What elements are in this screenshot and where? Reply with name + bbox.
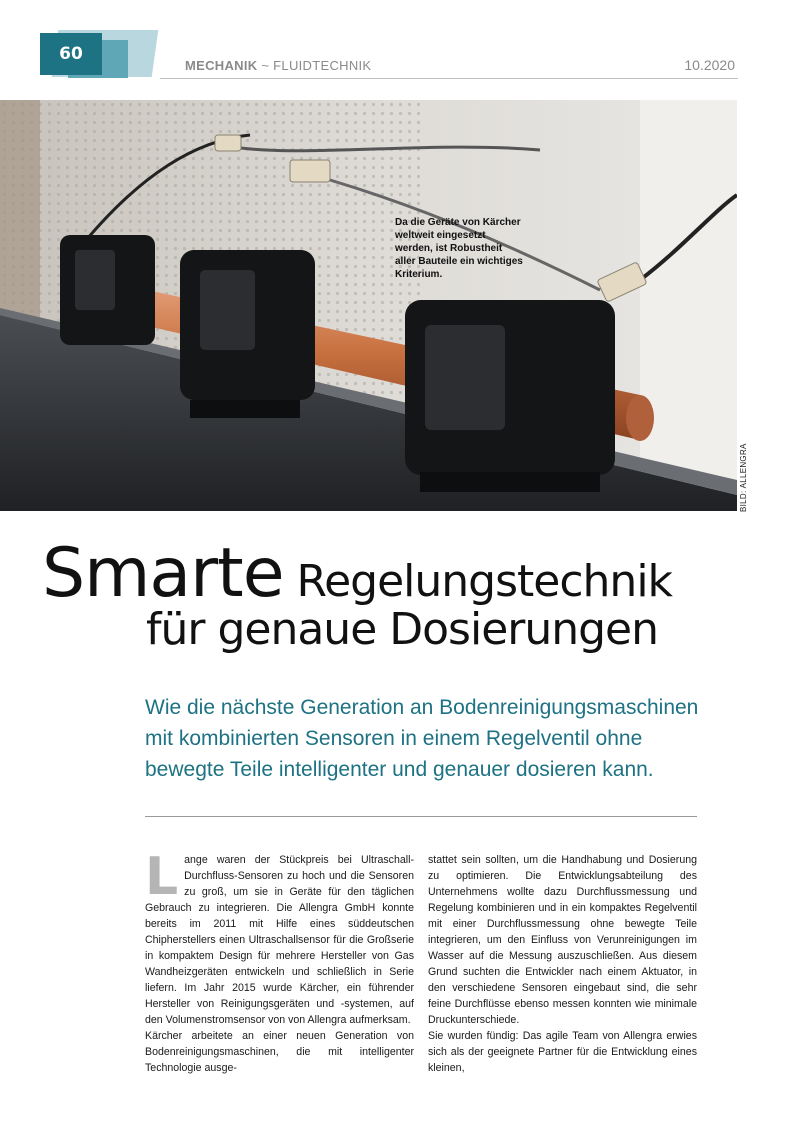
section-label xyxy=(185,58,371,73)
article-photo xyxy=(0,100,737,511)
headline-word-regelungstechnik: Regelungstechnik xyxy=(283,556,673,607)
section-main: MECHANIK xyxy=(185,58,258,73)
section-separator: ~ xyxy=(257,58,274,73)
lead-divider xyxy=(145,816,697,817)
headline-line-1 xyxy=(42,534,672,613)
body-paragraph: Sie wurden fündig: Das agile Team von Allengra erwies sich als der geeignete Partner für die Entwicklung eines kleinen, xyxy=(428,1030,697,1074)
section-sub: FLUIDTECHNIK xyxy=(273,58,372,73)
headline-line-2: für genaue Dosierungen xyxy=(146,604,659,655)
body-paragraph: stattet sein sollten, um die Handhabung und Dosierung zu optimieren. Die Entwicklungsabteilung des Unternehmens wollte dazu Durchflussmessung und Regelung kombinieren und in ein kompaktes Regelventil mit einer Durchflussmessung ohne bewegte Teile integrieren, um den Einfluss von Verunreinigungen im Wasser auf die Messung auszuschließen. Aus diesem Grund suchten die Entwickler nach einem Aktuator, in den verschiedene Sensoren eingebaut sind, die sehr feine Durchflüsse ebenso messen konnten wie minimale Druckunterschiede. xyxy=(428,854,697,1026)
lead-paragraph: Wie die nächste Generation an Bodenreinigungsmaschinen mit kombinierten Sensoren in einem Regelventil ohne bewegte Teile intelligenter und genauer dosieren kann. xyxy=(145,696,699,781)
body-column-1 xyxy=(145,847,414,1076)
dropcap: L xyxy=(145,847,179,907)
photo-credit: BILD: ALLENGRA xyxy=(739,443,748,512)
body-paragraph xyxy=(145,847,414,1028)
page-number: 60 xyxy=(40,33,102,75)
photo-illustration xyxy=(0,100,737,511)
headline-word-smarte: Smarte xyxy=(42,534,284,613)
header-rule xyxy=(160,78,738,79)
issue-date: 10.2020 xyxy=(684,57,735,73)
body-text: ange waren der Stückpreis bei Ultraschall-Durchfluss-Sensoren zu hoch und die Sensoren zu groß, um sie in Geräte für den täglichen Gebrauch zu integrieren. Die Allengra GmbH konnte bereits im 2011 mit Hilfe eines süddeutschen Chipherstellers einen Ultraschallsensor für die Großserie in kompaktem Design für mehrere Hersteller von Gas Wandheizgeräten entwickeln und schließlich in Serie liefern. Im Jahr 2015 wurde Kärcher, ein führender Hersteller von Reinigungsgeräten und -systemen, auf den Volumenstromsensor von von Allengra aufmerksam. xyxy=(145,854,414,1026)
body-paragraph: Kärcher arbeitete an einer neuen Generation von Bodenreinigungsmaschinen, die mit intelligenter Technologie ausge- xyxy=(145,1030,414,1074)
body-column-2 xyxy=(428,852,697,1076)
photo-caption: Da die Geräte von Kärcher weltweit eingesetzt werden, ist Robustheit aller Bauteile ein wichtiges Kriterium. xyxy=(395,217,523,280)
